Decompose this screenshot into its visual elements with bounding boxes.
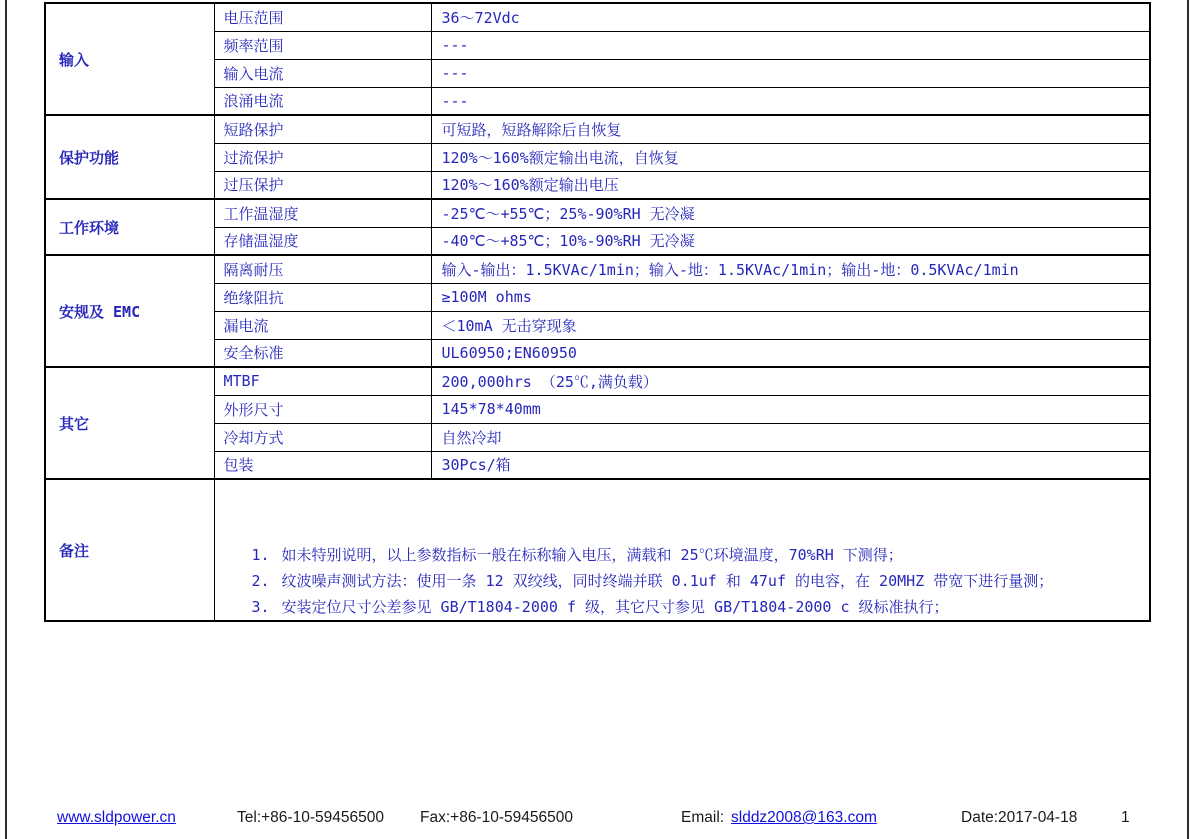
table-row <box>45 199 1150 227</box>
parameter-cell: 隔离耐压 <box>214 255 431 283</box>
parameter-cell: 工作温湿度 <box>214 199 431 227</box>
date-text: Date:2017-04-18 <box>961 809 1078 826</box>
website-link[interactable]: www.sldpower.cn <box>57 809 176 826</box>
parameter-cell: 短路保护 <box>214 115 431 143</box>
value-cell: -25℃～+55℃；25%-90%RH 无冷凝 <box>431 199 1150 227</box>
note-number: 3. <box>251 598 270 616</box>
page-border-left <box>5 0 7 839</box>
category-cell: 其它 <box>45 367 214 479</box>
email-label: Email: <box>681 809 725 826</box>
value-cell: 30Pcs/箱 <box>431 451 1150 479</box>
value-cell: ＜10mA 无击穿现象 <box>431 311 1150 339</box>
parameter-cell: 绝缘阻抗 <box>214 283 431 311</box>
category-cell: 安规及 EMC <box>45 255 214 367</box>
email-link[interactable]: slddz2008@163.com <box>731 809 877 826</box>
parameter-cell: 包装 <box>214 451 431 479</box>
value-cell: 200,000hrs （25℃,满负载） <box>431 367 1150 395</box>
note-text: 如未特别说明，以上参数指标一般在标称输入电压，满载和 25℃环境温度，70%RH 下测得； <box>281 546 903 564</box>
category-cell: 输入 <box>45 3 214 115</box>
parameter-cell: 漏电流 <box>214 311 431 339</box>
note-text: 纹波噪声测试方法：使用一条 12 双绞线，同时终端并联 0.1uf 和 47uf 的电容，在 20MHZ 带宽下进行量测； <box>281 572 1054 590</box>
notes-cell <box>214 479 1150 621</box>
page-border-right <box>1187 0 1189 839</box>
value-cell: 可短路，短路解除后自恢复 <box>431 115 1150 143</box>
value-cell: 自然冷却 <box>431 423 1150 451</box>
table-row <box>45 255 1150 283</box>
note-line <box>252 594 1138 620</box>
table-row <box>45 367 1150 395</box>
note-number: 1. <box>251 546 270 564</box>
category-cell: 工作环境 <box>45 199 214 255</box>
note-line <box>252 542 1138 568</box>
category-cell: 备注 <box>45 479 214 621</box>
fax-text: Fax:+86-10-59456500 <box>420 809 573 826</box>
parameter-cell: 过压保护 <box>214 171 431 199</box>
value-cell: --- <box>431 59 1150 87</box>
parameter-cell: 输入电流 <box>214 59 431 87</box>
page-number: 1 <box>1121 809 1130 826</box>
parameter-cell: 频率范围 <box>214 31 431 59</box>
parameter-cell: 外形尺寸 <box>214 395 431 423</box>
specification-table <box>44 2 1151 622</box>
note-number: 2. <box>251 572 270 590</box>
value-cell: 120%～160%额定输出电压 <box>431 171 1150 199</box>
spec-table-body <box>45 3 1150 621</box>
table-row <box>45 3 1150 31</box>
parameter-cell: 电压范围 <box>214 3 431 31</box>
value-cell: -40℃～+85℃；10%-90%RH 无冷凝 <box>431 227 1150 255</box>
value-cell: 120%～160%额定输出电流，自恢复 <box>431 143 1150 171</box>
parameter-cell: 浪涌电流 <box>214 87 431 115</box>
page-footer <box>0 806 1191 836</box>
table-row <box>45 479 1150 621</box>
value-cell: --- <box>431 31 1150 59</box>
note-line <box>252 568 1138 594</box>
value-cell: UL60950;EN60950 <box>431 339 1150 367</box>
value-cell: 输入-输出：1.5KVAc/1min；输入-地：1.5KVAc/1min；输出-地：0.5KVAc/1min <box>431 255 1150 283</box>
category-cell: 保护功能 <box>45 115 214 199</box>
note-text: 安装定位尺寸公差参见 GB/T1804-2000 f 级，其它尺寸参见 GB/T1804-2000 c 级标准执行； <box>281 598 949 616</box>
value-cell: ≥100M ohms <box>431 283 1150 311</box>
table-row <box>45 115 1150 143</box>
value-cell: --- <box>431 87 1150 115</box>
value-cell: 145*78*40mm <box>431 395 1150 423</box>
value-cell: 36～72Vdc <box>431 3 1150 31</box>
parameter-cell: 过流保护 <box>214 143 431 171</box>
parameter-cell: 存储温湿度 <box>214 227 431 255</box>
parameter-cell: 冷却方式 <box>214 423 431 451</box>
parameter-cell: 安全标准 <box>214 339 431 367</box>
parameter-cell: MTBF <box>214 367 431 395</box>
telephone-text: Tel:+86-10-59456500 <box>237 809 384 826</box>
